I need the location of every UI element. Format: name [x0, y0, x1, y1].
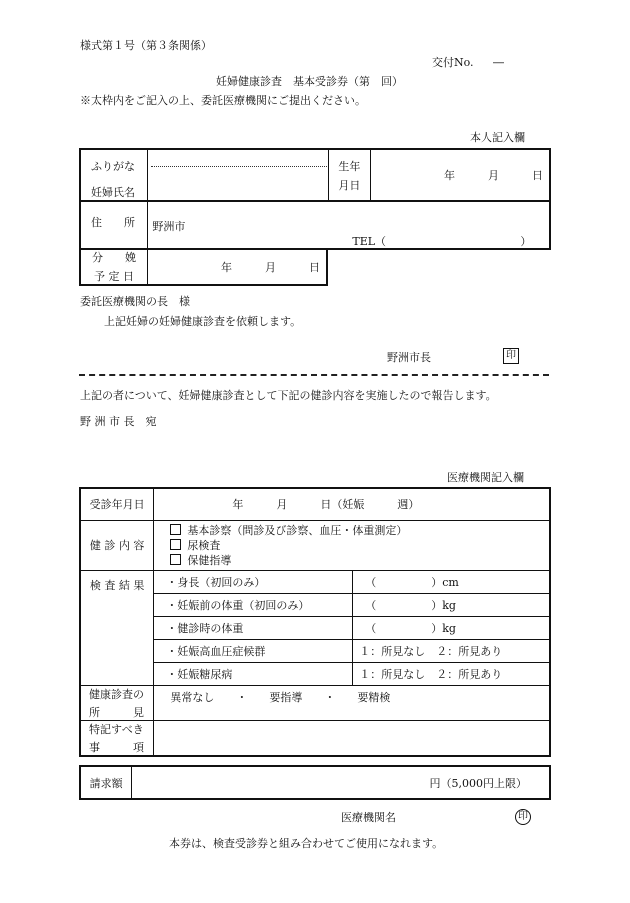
billing-field[interactable]: 円（5,000円上限） — [132, 766, 550, 799]
tel-label: TEL（ — [352, 235, 387, 248]
notes-label-1: 特記すべき — [89, 722, 144, 736]
name-field[interactable] — [148, 149, 329, 201]
billing-label: 請求額 — [80, 766, 132, 799]
instruction-text: ※太枠内をご記入の上、委託医療機関にご提出ください。 — [80, 94, 366, 107]
findings-field[interactable]: 異常なし ・ 要指導 ・ 要精検 — [154, 685, 550, 720]
checkbox-icon[interactable] — [170, 539, 181, 550]
notes-field[interactable] — [154, 720, 550, 756]
address-value: 野洲市 — [152, 220, 186, 233]
due-label-1: 分 娩 — [92, 251, 137, 264]
exam-date-label: 受診年月日 — [80, 488, 154, 520]
address-table — [79, 196, 551, 250]
exam-content-list — [154, 520, 550, 570]
address-field[interactable] — [148, 196, 550, 249]
issue-no-label: 交付No. — [432, 56, 474, 69]
cut-line — [79, 374, 549, 376]
self-entry-table — [79, 148, 551, 202]
exam-table — [79, 487, 551, 757]
request-addressee: 委託医療機関の長 様 — [80, 295, 190, 308]
checkbox-icon[interactable] — [170, 554, 181, 565]
result-value[interactable]: （ ）kg — [353, 593, 550, 616]
due-label-2: 予 定 日 — [94, 270, 135, 283]
mayor-label: 野洲市長 — [387, 351, 431, 364]
notes-label-cell — [80, 720, 154, 756]
exam-date-field[interactable]: 年 月 日（妊娠 週） — [154, 488, 550, 520]
result-item: ・健診時の体重 — [154, 616, 353, 639]
content-item[interactable] — [170, 538, 549, 553]
birth-label-1: 生年 — [338, 159, 361, 173]
clinic-section-label: 医療機関記入欄 — [447, 471, 524, 484]
result-value[interactable]: （ ）kg — [353, 616, 550, 639]
content-item-label: 尿検査 — [187, 538, 221, 552]
form-title: 妊婦健康診査 基本受診券（第 回） — [216, 75, 403, 88]
result-item: ・妊娠前の体重（初回のみ） — [154, 593, 353, 616]
content-item[interactable] — [170, 553, 549, 568]
issue-no-dash: ― — [493, 56, 504, 69]
findings-label-cell — [80, 685, 154, 720]
report-body: 上記の者について、妊婦健康診査として下記の健診内容を実施したので報告します。 — [80, 389, 497, 402]
birth-label-2: 月日 — [338, 178, 361, 192]
furigana-label: ふりがな — [91, 160, 135, 173]
furigana-divider — [151, 166, 327, 167]
result-value[interactable]: １：所見なし ２：所見あり — [353, 662, 550, 685]
billing-table — [79, 765, 551, 800]
birth-label-cell — [329, 149, 371, 201]
self-section-label: 本人記入欄 — [470, 131, 525, 144]
due-label-cell — [80, 249, 148, 285]
birth-date-field[interactable]: 年 月 日 — [370, 149, 550, 201]
request-body: 上記妊婦の妊婦健康診査を依頼します。 — [104, 315, 302, 328]
result-item: ・妊娠高血圧症候群 — [154, 639, 353, 662]
result-item: ・身長（初回のみ） — [154, 570, 353, 593]
content-item-label: 基本診察（問診及び診察、血圧・体重測定） — [187, 523, 408, 537]
content-item[interactable] — [170, 523, 549, 538]
report-addressee: 野 洲 市 長 宛 — [80, 415, 157, 428]
findings-label-1: 健康診査の — [89, 687, 144, 701]
result-value[interactable]: （ ）cm — [353, 570, 550, 593]
form-number: 様式第１号（第３条関係） — [80, 39, 212, 52]
address-label: 住 所 — [80, 196, 148, 249]
results-label: 検 査 結 果 — [80, 570, 154, 685]
checkbox-icon[interactable] — [170, 524, 181, 535]
exam-content-label: 健 診 内 容 — [80, 520, 154, 570]
mayor-seal-icon: 印 — [503, 348, 519, 364]
name-label: 妊婦氏名 — [91, 186, 135, 199]
footer-note: 本券は、検査受診券と組み合わせてご使用になれます。 — [169, 837, 444, 850]
notes-label-2: 事 項 — [89, 740, 144, 754]
clinic-name-label: 医療機関名 — [341, 811, 396, 824]
due-date-field[interactable]: 年 月 日 — [148, 249, 327, 285]
name-label-cell — [80, 149, 148, 201]
result-item: ・妊娠糖尿病 — [154, 662, 353, 685]
result-value[interactable]: １：所見なし ２：所見あり — [353, 639, 550, 662]
content-item-label: 保健指導 — [187, 553, 232, 567]
tel-close: ） — [520, 235, 532, 248]
due-date-table — [79, 249, 328, 286]
findings-label-2: 所 見 — [89, 705, 144, 719]
clinic-seal-icon: 印 — [515, 809, 531, 825]
